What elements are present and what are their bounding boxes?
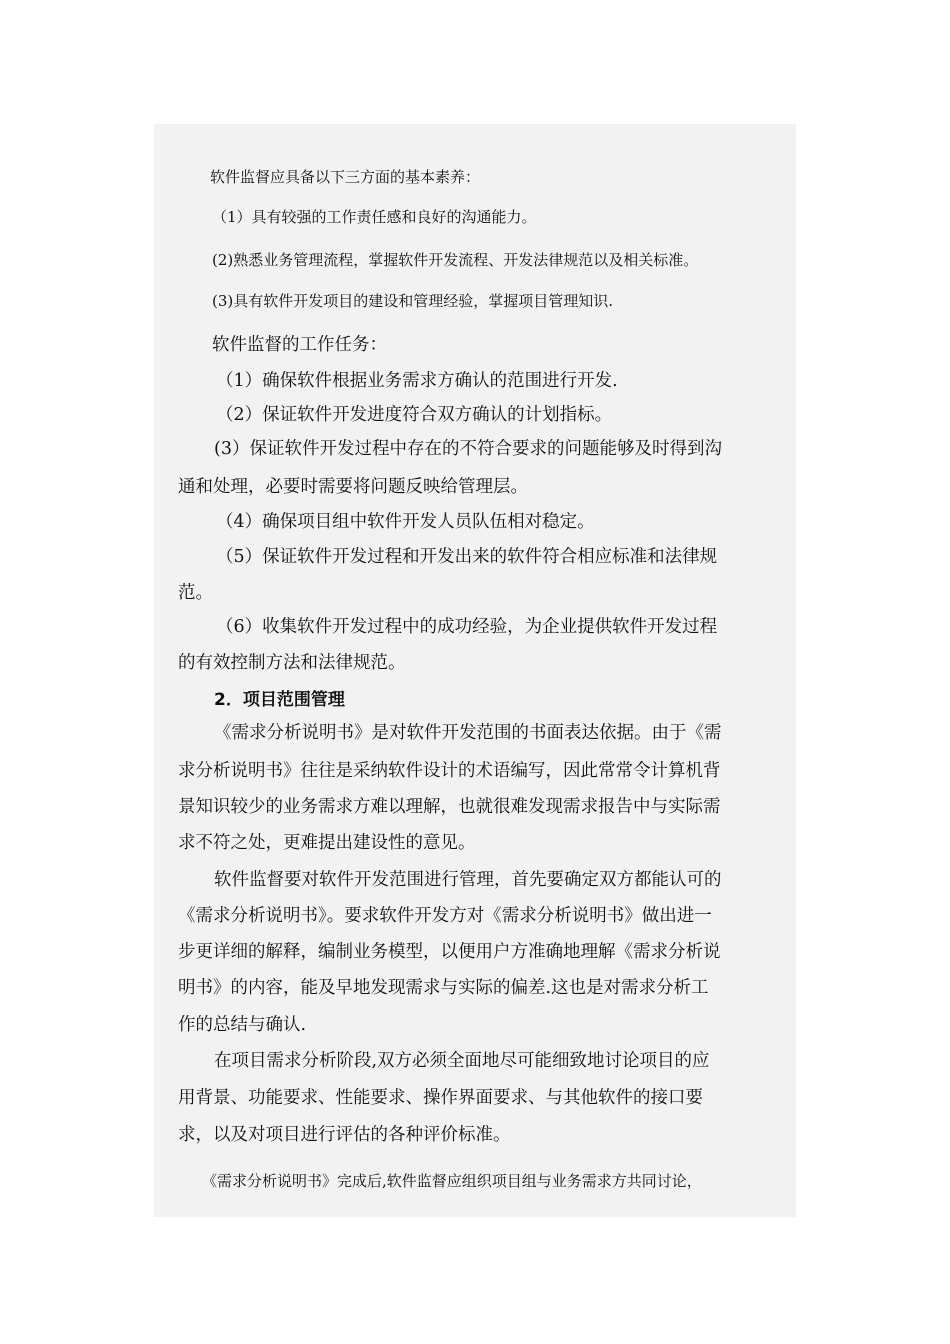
paragraph-2-line-1: 软件监督要对软件开发范围进行管理，首先要确定双方都能认可的	[214, 870, 722, 890]
paragraph-1-line-1: 《需求分析说明书》是对软件开发范围的书面表达依据。由于《需	[214, 723, 722, 743]
paragraph-3-line-1: 在项目需求分析阶段,双方必须全面地尽可能细致地讨论项目的应	[214, 1051, 710, 1071]
quality-item-2: (2)熟悉业务管理流程，掌握软件开发流程、开发法律规范以及相关标准。	[212, 251, 699, 269]
paragraph-1-line-4: 求不符之处，更难提出建设性的意见。	[178, 833, 476, 853]
quality-item-1: （1）具有较强的工作责任感和良好的沟通能力。	[212, 208, 537, 226]
paragraph-1-line-3: 景知识较少的业务需求方难以理解，也就很难发现需求报告中与实际需	[178, 797, 721, 817]
tasks-heading: 软件监督的工作任务：	[212, 335, 387, 355]
task-item-5-line-1: （5）保证软件开发过程和开发出来的软件符合相应标准和法律规	[216, 547, 718, 567]
paragraph-2-line-4: 明书》的内容，能及早地发现需求与实际的偏差.这也是对需求分析工	[178, 978, 709, 998]
paragraph-2-line-2: 《需求分析说明书》。要求软件开发方对《需求分析说明书》做出进一	[178, 906, 712, 926]
task-item-3-line-1: (3）保证软件开发过程中存在的不符合要求的问题能够及时得到沟	[214, 439, 722, 459]
paragraph-1-line-2: 求分析说明书》往往是采纳软件设计的术语编写，因此常常令计算机背	[178, 761, 721, 781]
paragraph-2-line-3: 步更详细的解释，编制业务模型，以便用户方准确地理解《需求分析说	[178, 942, 721, 962]
paragraph-2-line-5: 作的总结与确认.	[178, 1015, 307, 1035]
task-item-3-line-2: 通和处理，必要时需要将问题反映给管理层。	[178, 477, 528, 497]
task-item-1: （1）确保软件根据业务需求方确认的范围进行开发.	[216, 371, 618, 391]
task-item-6-line-1: （6）收集软件开发过程中的成功经验，为企业提供软件开发过程	[216, 617, 718, 637]
quality-item-3: (3)具有软件开发项目的建设和管理经验，掌握项目管理知识.	[212, 292, 614, 310]
last-line: 《需求分析说明书》完成后,软件监督应组织项目组与业务需求方共同讨论，	[202, 1172, 702, 1190]
paragraph-3-line-3: 求，以及对项目进行评估的各种评价标准。	[178, 1125, 511, 1145]
paragraph-3-line-2: 用背景、功能要求、性能要求、操作界面要求、与其他软件的接口要	[178, 1088, 703, 1108]
document-page	[154, 124, 796, 1217]
task-item-4: （4）确保项目组中软件开发人员队伍相对稳定。	[216, 512, 595, 532]
task-item-5-line-2: 范。	[178, 583, 213, 603]
task-item-6-line-2: 的有效控制方法和法律规范。	[178, 653, 406, 673]
task-item-2: （2）保证软件开发进度符合双方确认的计划指标。	[216, 405, 613, 425]
section-heading: 2．项目范围管理	[214, 690, 345, 710]
qualities-intro: 软件监督应具备以下三方面的基本素养：	[210, 168, 481, 186]
